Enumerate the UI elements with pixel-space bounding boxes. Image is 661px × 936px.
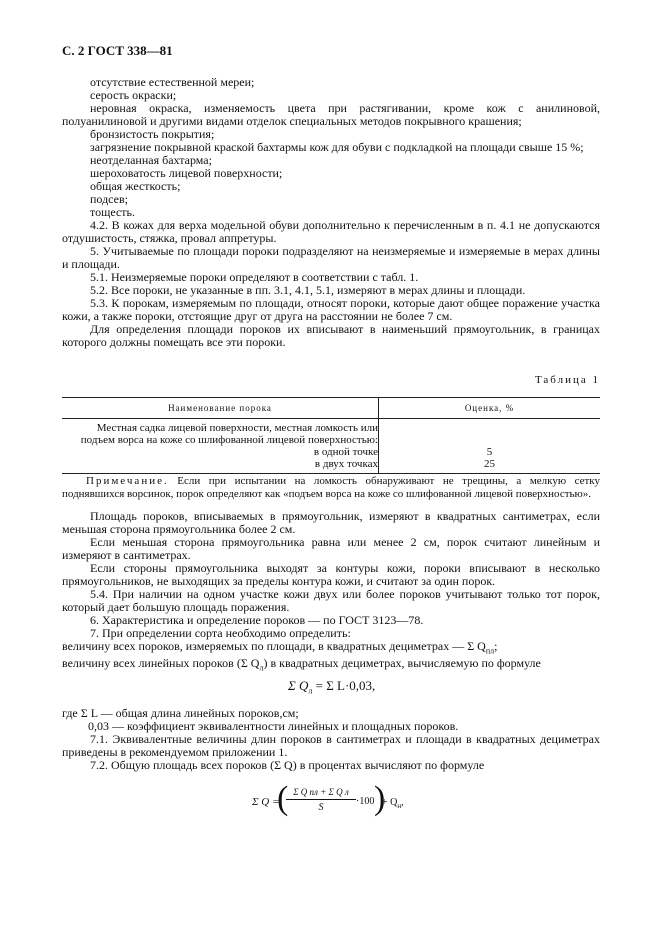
list-item: общая жесткость; bbox=[90, 179, 181, 193]
table-header-score: Оценка, % bbox=[379, 398, 601, 419]
paragraph-7b: величину всех линейных пороков (Σ $Q_л$) в квадратных дециметрах, вычисляемую по формуле bbox=[62, 656, 541, 673]
table-cell-value: 5 bbox=[486, 446, 493, 458]
list-item: неотделанная бахтарма; bbox=[90, 153, 212, 167]
paragraph-7a: величину всех пороков, измеряемых по площади, в квадратных дециметрах — Σ $Q_{пл}$; bbox=[62, 639, 498, 656]
table-row bbox=[62, 446, 600, 458]
defects-list bbox=[62, 76, 600, 349]
formula-total: Σ Q = ( Σ Q пл + Σ Q л S ·100 ) + $Q_н$, bbox=[252, 780, 404, 817]
table-row bbox=[62, 458, 600, 474]
paragraph-4-2: 4.2. В кожах для верха модельной обуви дополнительно к перечисленным в п. 4.1 не допускаются отдушистость, стяжка, провал аппретуры. bbox=[62, 218, 600, 245]
list-item: тощесть. bbox=[90, 205, 135, 219]
paragraph-area-3: Если стороны прямоугольника выходят за контуры кожи, пороки вписывают в несколько прямоугольников, не выходящих за пределы контура кожи, и считают за один порок. bbox=[62, 561, 600, 588]
note-text: Если при испытании на ломкость обнаруживают не трещины, а мелкую сетку поднявшихся ворсинок, порок определяют как «подъем ворса на коже со шлифованной лицевой поверхностью». bbox=[62, 475, 600, 500]
paragraph-5-3: 5.3. К порокам, измеряемым по площади, относят пороки, которые дают общее поражение участка кожи, а также пороки, отстоящие друг от друга на расстоянии не более 7 см. bbox=[62, 296, 600, 323]
paragraph-5: 5. Учитываемые по площади пороки подразделяют на неизмеряемые и измеряемые в мерах длины и площади. bbox=[62, 244, 600, 271]
paragraph-5-2: 5.2. Все пороки, не указанные в пп. 3.1, 4.1, 5.1, измеряют в мерах длины и площади. bbox=[90, 283, 526, 297]
list-item: шероховатость лицевой поверхности; bbox=[90, 166, 283, 180]
list-item: подсев; bbox=[90, 192, 128, 206]
note-label: Примечание. bbox=[86, 475, 169, 487]
table-caption: Таблица 1 bbox=[534, 374, 600, 386]
table-cell-value: 25 bbox=[379, 458, 601, 474]
paragraph-6: 6. Характеристика и определение пороков — по ГОСТ 3123—78. bbox=[90, 613, 424, 627]
paragraph-5-1: 5.1. Неизмеряемые пороки определяют в соответствии с табл. 1. bbox=[90, 270, 419, 284]
paragraph-area-2: Если меньшая сторона прямоугольника равна или менее 2 см, порок считают линейным и измеряют в сантиметрах. bbox=[62, 535, 600, 562]
paragraph-7-1: 7.1. Эквивалентные величины длин пороков в сантиметрах и площади в квадратных дециметрах приведены в рекомендуемом приложении 1. bbox=[62, 732, 600, 759]
list-item: загрязнение покрывной краской бахтармы кож для обуви с подкладкой на площади свыше 15 %; bbox=[90, 140, 584, 154]
table-note bbox=[62, 475, 600, 501]
where-line-2: 0,03 — коэффициент эквивалентности линейных и площадных пороков. bbox=[88, 719, 459, 733]
page-header: С. 2 ГОСТ 338—81 bbox=[62, 43, 173, 58]
list-item: серость окраски; bbox=[90, 88, 177, 102]
paragraph-area-1: Площадь пороков, вписываемых в прямоугольник, измеряют в квадратных сантиметрах, если меньшая сторона прямоугольника более 2 см. bbox=[62, 509, 600, 536]
list-item: отсутствие естественной мереи; bbox=[90, 75, 255, 89]
paragraph-7: 7. При определении сорта необходимо определить: bbox=[90, 626, 351, 640]
formula-explanation bbox=[62, 707, 600, 772]
paragraph-5-4: 5.4. При наличии на одном участке кожи двух или более пороков учитывают только тот порок, который дает большую площадь поражения. bbox=[62, 587, 600, 614]
list-item: бронзистость покрытия; bbox=[90, 127, 215, 141]
table-cell-label: в одной точке bbox=[62, 446, 379, 458]
table-cell-label: в двух точках bbox=[62, 458, 379, 474]
table-header-name: Наименование порока bbox=[62, 398, 379, 419]
paragraph-5-3b: Для определения площади пороков их вписывают в наименьший прямоугольник, в границах которого должны помещать все эти пороки. bbox=[62, 322, 600, 349]
where-line-1: где Σ L — общая длина линейных пороков,см; bbox=[62, 706, 299, 720]
table-row-main: Местная садка лицевой поверхности, местная ломкость или подъем ворса на коже со шлифованной лицевой поверхностью: bbox=[62, 419, 379, 447]
defects-table bbox=[62, 397, 600, 474]
paragraph-7-2: 7.2. Общую площадь всех пороков (Σ Q) в процентах вычисляют по формуле bbox=[90, 758, 485, 772]
list-item: неровная окраска, изменяемость цвета при растягивании, кроме кож с анилиновой, полуанилиновой и другими видами отделок специальных методов покрывного крашения; bbox=[62, 101, 600, 128]
formula-linear: Σ $Q_л = \Sigma$ L·0,03, bbox=[288, 678, 376, 696]
body-lower bbox=[62, 510, 600, 675]
